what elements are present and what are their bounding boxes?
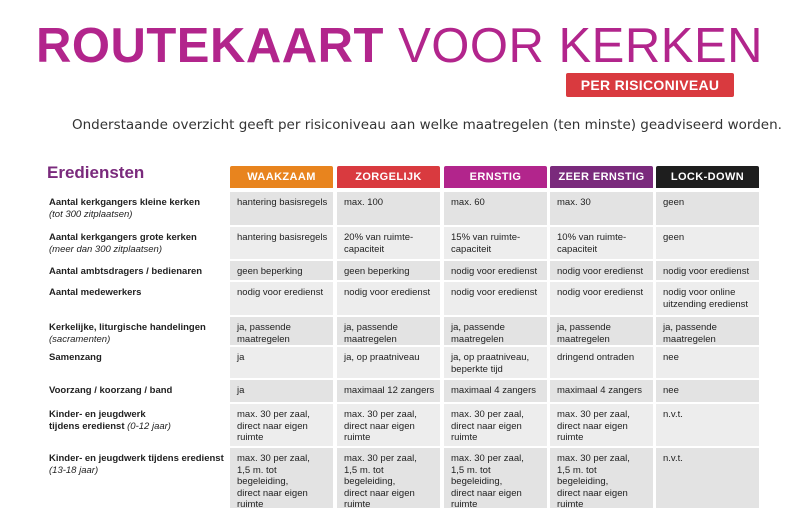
row-label [47, 404, 227, 448]
table-cell-ernstig: max. 60 [444, 192, 547, 227]
table-cell-lock-down: nodig voor online uitzending eredienst [656, 282, 759, 317]
row-label-subtitle: (sacramenten) [49, 333, 111, 345]
table-cell-waakzaam: ja [230, 347, 333, 380]
level-header-waakzaam: WAAKZAAM [230, 166, 333, 188]
row-label-title: Kerkelijke, liturgische handelingen [49, 322, 206, 333]
table-row [45, 378, 765, 404]
table-cell-zeer-ernstig: nodig voor eredienst [550, 261, 653, 282]
table-cell-lock-down: nee [656, 380, 759, 404]
table-cell-ernstig: 15% van ruimte- capaciteit [444, 227, 547, 261]
table-cell-zeer-ernstig: maximaal 4 zangers [550, 380, 653, 404]
table-cell-zorgelijk: max. 100 [337, 192, 440, 227]
table-cell-ernstig: maximaal 4 zangers [444, 380, 547, 404]
level-header-zeer-ernstig: ZEER ERNSTIG [550, 166, 653, 188]
row-label-subtitle: (meer dan 300 zitplaatsen) [49, 243, 163, 255]
table-row [45, 225, 765, 261]
row-label-inline-sub: (0-12 jaar) [127, 420, 171, 432]
row-label-title: Aantal kerkgangers grote kerken [49, 232, 197, 243]
table-row [45, 402, 765, 448]
risk-level-badge: PER RISICONIVEAU [566, 73, 734, 97]
table-cell-lock-down: ja, passende maatregelen [656, 317, 759, 347]
table-cell-waakzaam: ja, passende maatregelen [230, 317, 333, 347]
table-cell-lock-down: n.v.t. [656, 404, 759, 448]
row-label [47, 380, 227, 404]
table-cell-lock-down: n.v.t. [656, 448, 759, 508]
table-cell-waakzaam: max. 30 per zaal, direct naar eigen ruimte [230, 404, 333, 448]
table-cell-zorgelijk: max. 30 per zaal, direct naar eigen ruimte [337, 404, 440, 448]
level-header-zorgelijk: ZORGELIJK [337, 166, 440, 188]
table-cell-waakzaam: max. 30 per zaal, 1,5 m. tot begeleiding, direct naar eigen ruimte [230, 448, 333, 508]
page-title [0, 18, 799, 74]
row-label [47, 282, 227, 317]
table-cell-zeer-ernstig: dringend ontraden [550, 347, 653, 380]
row-label-title: Kinder- en jeugdwerk tijdens eredienst [49, 453, 224, 464]
table-cell-zorgelijk: ja, passende maatregelen [337, 317, 440, 347]
table-cell-zeer-ernstig: nodig voor eredienst [550, 282, 653, 317]
table-cell-zeer-ernstig: max. 30 per zaal, direct naar eigen ruimte [550, 404, 653, 448]
table-cell-zorgelijk: maximaal 12 zangers [337, 380, 440, 404]
table-cell-zeer-ernstig: ja, passende maatregelen [550, 317, 653, 347]
row-label [47, 192, 227, 227]
table-cell-ernstig: max. 30 per zaal, direct naar eigen ruimte [444, 404, 547, 448]
table-cell-ernstig: ja, op praatniveau, beperkte tijd [444, 347, 547, 380]
table-cell-waakzaam: hantering basisregels [230, 227, 333, 261]
table-cell-zeer-ernstig: max. 30 per zaal, 1,5 m. tot begeleiding, direct naar eigen ruimte [550, 448, 653, 508]
row-label-subtitle: (tot 300 zitplaatsen) [49, 208, 133, 220]
row-label-title: Voorzang / koorzang / band [49, 385, 173, 396]
table-cell-waakzaam: hantering basisregels [230, 192, 333, 227]
row-label-title: Aantal kerkgangers kleine kerken [49, 197, 201, 208]
table-cell-lock-down: geen [656, 192, 759, 227]
row-label [47, 227, 227, 261]
level-header-ernstig: ERNSTIG [444, 166, 547, 188]
intro-text: Onderstaande overzicht geeft per risiconiveau aan welke maatregelen (ten minste) geadviseerd worden. [72, 117, 782, 133]
table-cell-zorgelijk: nodig voor eredienst [337, 282, 440, 317]
table-cell-waakzaam: geen beperking [230, 261, 333, 282]
row-label-title: Aantal medewerkers [49, 287, 142, 298]
table-cell-zorgelijk: ja, op praatniveau [337, 347, 440, 380]
table-row [45, 259, 765, 282]
row-label-title: Samenzang [49, 352, 102, 363]
row-label [47, 448, 227, 508]
row-label-title: Kinder- en jeugdwerk tijdens eredienst (0-12 jaar) [49, 409, 171, 432]
row-label-title: Aantal ambtsdragers / bedienaren [49, 266, 203, 277]
row-label [47, 261, 227, 282]
table-cell-ernstig: ja, passende maatregelen [444, 317, 547, 347]
table-row [45, 345, 765, 380]
section-title: Erediensten [47, 163, 145, 182]
table-row [45, 190, 765, 227]
table-cell-ernstig: nodig voor eredienst [444, 261, 547, 282]
table-cell-zorgelijk: geen beperking [337, 261, 440, 282]
table-row [45, 315, 765, 347]
table-cell-ernstig: nodig voor eredienst [444, 282, 547, 317]
table-cell-waakzaam: ja [230, 380, 333, 404]
table-cell-ernstig: max. 30 per zaal, 1,5 m. tot begeleiding, direct naar eigen ruimte [444, 448, 547, 508]
row-label-subtitle: (13-18 jaar) [49, 464, 99, 476]
table-cell-waakzaam: nodig voor eredienst [230, 282, 333, 317]
row-label [47, 317, 227, 347]
table-cell-zorgelijk: max. 30 per zaal, 1,5 m. tot begeleiding, direct naar eigen ruimte [337, 448, 440, 508]
table-cell-zorgelijk: 20% van ruimte- capaciteit [337, 227, 440, 261]
title-sub: VOOR KERKEN [398, 19, 764, 73]
row-label [47, 347, 227, 380]
table-row [45, 280, 765, 317]
table-cell-zeer-ernstig: max. 30 [550, 192, 653, 227]
table-row [45, 446, 765, 508]
level-header-lock-down: LOCK-DOWN [656, 166, 759, 188]
table-cell-lock-down: nodig voor eredienst [656, 261, 759, 282]
title-main: ROUTEKAART [35, 19, 384, 73]
table-cell-lock-down: nee [656, 347, 759, 380]
table-cell-lock-down: geen [656, 227, 759, 261]
table-cell-zeer-ernstig: 10% van ruimte- capaciteit [550, 227, 653, 261]
